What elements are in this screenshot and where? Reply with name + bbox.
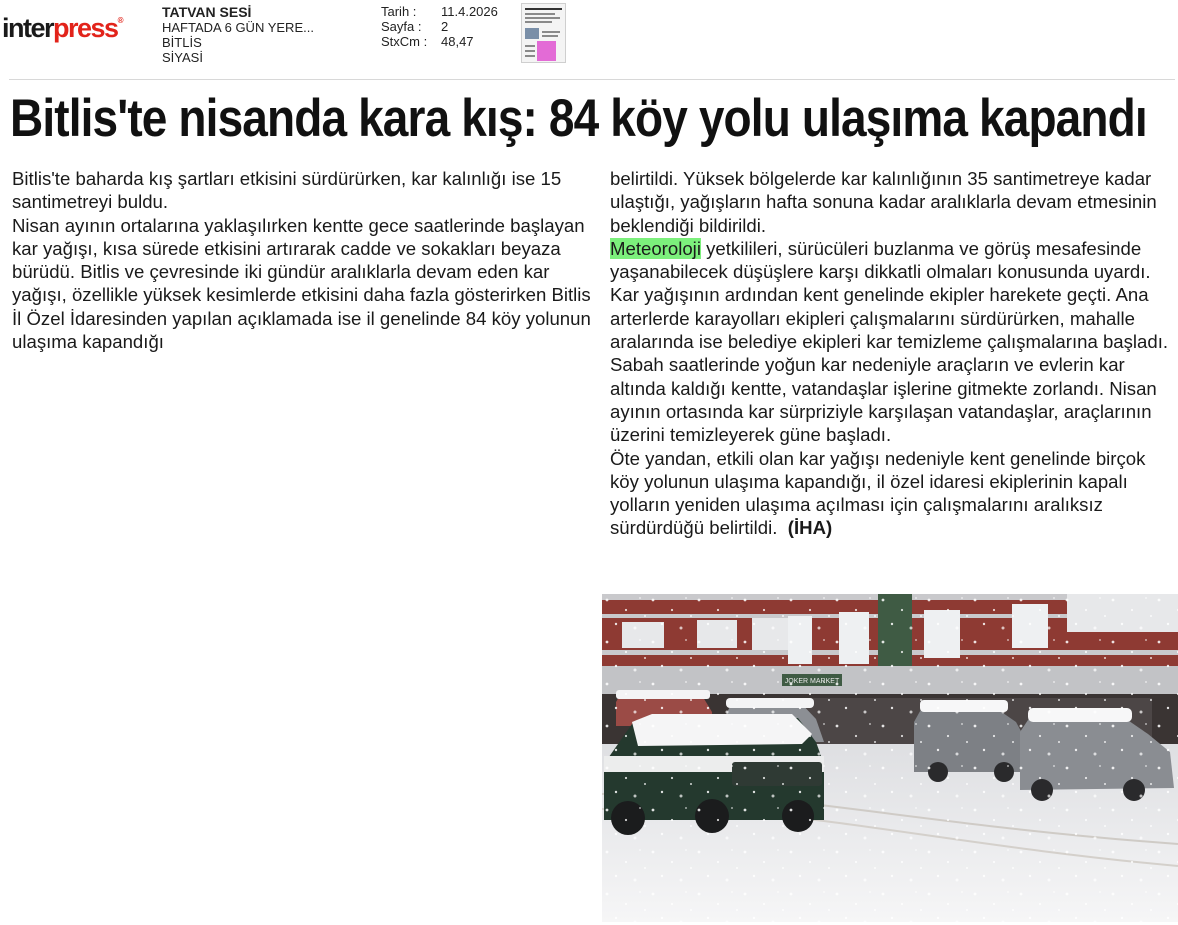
header-divider <box>9 79 1175 80</box>
paragraph: belirtildi. Yüksek bölgelerde kar kalınlığının 35 santimetreye kadar ulaştığı, yağışların hafta sonuna kadar aralıklarla devam etmesinin beklendiği bildirildi. <box>610 168 1157 236</box>
paragraph: Meteoroloji yetkilileri, sürücüleri buzlanma ve görüş mesafesinde yaşanabilecek düşüşlere karşı dikkatli olmaları konusunda uyardı. <box>610 237 1151 283</box>
interpress-logo: interpress® <box>2 13 124 43</box>
article-photo <box>602 594 1178 922</box>
news-agency-credit: (İHA) <box>787 517 833 539</box>
article-headline: Bitlis'te nisanda kara kış: 84 köy yolu ulaşıma kapandı <box>10 89 1147 148</box>
date-value: 11.4.2026 <box>441 4 498 19</box>
publication-info <box>162 5 314 65</box>
keyword-highlight: Meteoroloji <box>610 237 701 259</box>
page-label: Sayfa : <box>381 19 422 34</box>
page-value: 2 <box>441 19 449 34</box>
publication-name: TATVAN SESİ <box>162 4 252 20</box>
paragraph: Nisan ayının ortalarına yaklaşılırken kentte gece saatlerinde başlayan kar yağışı, kısa sürede etkisini artırarak cadde ve sokakları beyaza bürüdü. Bitlis ve çevresinde iki gündür aralıklarla devam eden kar yağışı, özellikle yüksek kesimlerde etkisini daha fazla gösterirken Bitlis İl Özel İdaresinden yapılan açıklamada ise il genelinde 84 köy yolunun ulaşıma kapandığı <box>12 214 591 353</box>
publication-category: SİYASİ <box>162 50 203 65</box>
paragraph: Bitlis'te baharda kış şartları etkisini sürdürürken, kar kalınlığı ise 15 santimetreyi buldu. <box>12 168 562 213</box>
paragraph: Öte yandan, etkili olan kar yağışı nedeniyle kent genelinde birçok köy yolunun ulaşıma kapandığı, il özel idaresi ekiplerinin kapalı yolların yeniden ulaşıma açılması için çalışmalarını aralıksız sürdürdüğü belirtildi. (İHA) <box>610 447 1146 539</box>
publication-frequency: HAFTADA 6 GÜN YERE... <box>162 20 314 35</box>
stxcm-value: 48,47 <box>441 34 474 49</box>
paragraph: Kar yağışının ardından kent genelinde ekipler harekete geçti. Ana arterlerde karayolları ekipleri çalışmalarını sürdürürken, mahalle aralarında ise belediye ekipleri kar temizleme çalışmalarına başladı. <box>610 284 1169 353</box>
article-column-1 <box>12 167 598 353</box>
clipping-meta <box>381 4 498 49</box>
page-thumbnail[interactable] <box>521 3 566 63</box>
paragraph: Sabah saatlerinde yoğun kar nedeniyle araçların ve evlerin kar altında kaldığı kentte, vatandaşlar işlerine gitmekte zorlandı. Nisan ayının ortasında kar sürpriziyle karşılaşan vatandaşlar, araçlarının üzerini temizleyerek güne başladı. <box>610 354 1157 446</box>
date-label: Tarih : <box>381 4 417 19</box>
stxcm-label: StxCm : <box>381 34 428 49</box>
publication-city: BİTLİS <box>162 35 202 50</box>
article-column-2 <box>610 167 1176 540</box>
